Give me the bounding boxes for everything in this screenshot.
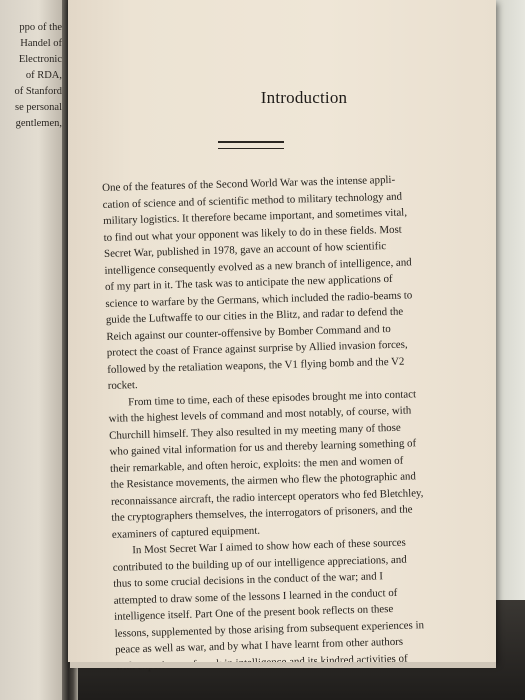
left-page-line: Handel of — [20, 38, 62, 49]
text-line: intelligence consequently evolved as a new branch of intelligence, and — [104, 255, 412, 277]
left-page-line: Electronic — [18, 54, 62, 65]
text-line: Churchill himself. They also resulted in my meeting many of those — [108, 421, 401, 442]
page-edge — [70, 662, 496, 668]
text-line: their remarkable, and often heroic, exploits: the men and women of — [109, 454, 404, 475]
left-page-line: of Stanford — [14, 86, 62, 97]
text-line: attempted to draw some of the lessons I learned in the conduct of — [113, 586, 398, 607]
text-line: examiners of captured equipment. — [111, 524, 261, 541]
text-line: protect the coast of France against surprise by Allied invasion forces, — [106, 338, 408, 359]
text-line: who gained vital information for us and thereby learning something of — [109, 437, 417, 458]
text-line: science to warfare by the Germans, which included the radio-beams to — [105, 288, 413, 310]
text-line: guide the Luftwaffe to our cities in the Blitz, and radar to defend the — [105, 305, 404, 326]
text-line: to find out what your opponent was likely to do in these fields. Most — [103, 223, 402, 244]
left-page — [0, 0, 70, 700]
page-title: Introduction — [260, 88, 348, 107]
text-line: of my part in it. The task was to anticipate the new applications of — [104, 272, 393, 293]
left-page-line: ppo of the — [19, 22, 62, 33]
text-line: thus to some crucial decisions in the conduct of the war; and I — [113, 570, 384, 590]
text-line: reconnaissance aircraft, the radio intercept operators who fed Bletchley, — [110, 486, 424, 508]
left-page-line: se personal — [15, 102, 62, 113]
text-line: followed by the retaliation weapons, the V1 flying bomb and the V2 — [107, 355, 405, 376]
text-line: In Most Secret War I aimed to show how each of these sources — [132, 536, 406, 557]
text-line: the cryptographers themselves, the interrogators of prisoners, and the — [111, 503, 413, 524]
left-page-line: of RDA, — [25, 70, 62, 81]
text-line: From time to time, each of these episodes brought me into contact — [128, 387, 417, 408]
text-line: peace as well as war, and by what I have learnt from other authors — [114, 635, 404, 656]
text-line: with the highest levels of command and most notably, of course, with — [108, 404, 412, 425]
left-page-line: gentlemen, — [15, 118, 62, 129]
text-line: cation of science and of scientific method to military technology and — [102, 190, 403, 211]
title-rule — [218, 141, 284, 149]
text-line: Reich against our counter-offensive by Bomber Command and to — [106, 322, 391, 343]
book-page — [68, 0, 496, 662]
text-line: military logistics. It therefore became important, and sometimes vital, — [102, 206, 408, 227]
text-line: the Resistance movements, the airmen who flew the photographic and — [110, 470, 417, 491]
text-line: contributed to the building up of our intelligence appreciations, and — [112, 553, 407, 574]
text-line: One of the features of the Second World War was the intense appli- — [102, 173, 396, 194]
page-body — [102, 169, 504, 675]
text-line: Secret War, published in 1978, gave an account of how scientific — [103, 240, 387, 260]
text-line: lessons, supplemented by those arising from subsequent experiences in — [114, 618, 425, 640]
text-line: rocket. — [107, 379, 138, 392]
text-line: intelligence itself. Part One of the present book reflects on these — [114, 603, 394, 623]
